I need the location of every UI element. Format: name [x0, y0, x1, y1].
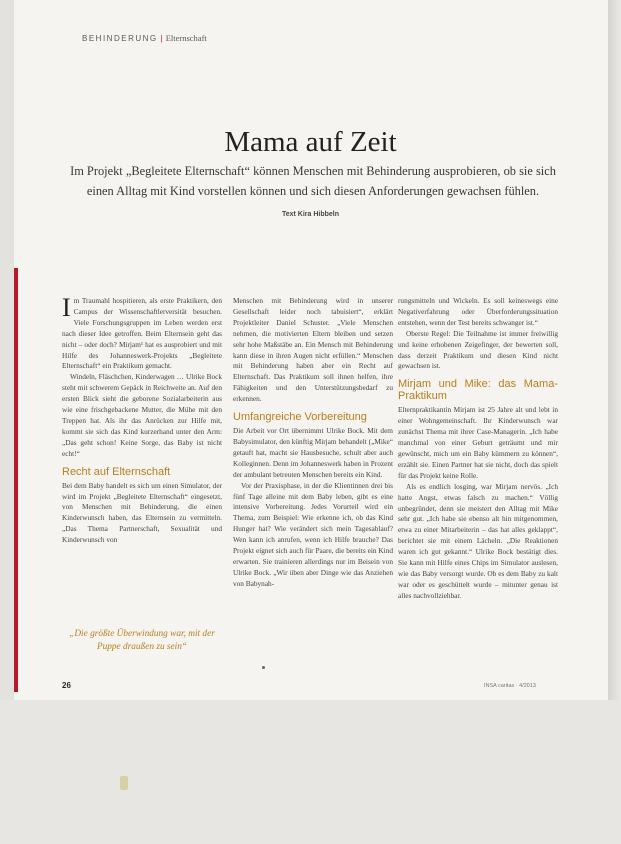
paragraph: Elternpraktikantin Mirjam ist 25 Jahre alt und lebt in einer Wohngemeinschaft. Ihr Kinderwunsch war zunächst Thema mit ihrer Case-Managerin. „Ich habe manchmal von einer Geburt geträumt und mir gewünscht, mich um ein Baby kümmern zu können“, erzählt sie. Einen Partner hat sie nicht, doch das spielt für das Projekt keine Rolle.	[398, 405, 558, 480]
scan-mark	[120, 776, 128, 790]
text-column-2	[233, 296, 393, 590]
section-header	[82, 33, 207, 43]
subheading: Mirjam und Mike: das Mama-Praktikum	[398, 378, 558, 403]
subheading: Umfangreiche Vorbereitung	[233, 411, 367, 424]
paragraph	[62, 293, 222, 372]
separator: |	[160, 34, 163, 43]
subsection-label: Elternschaft	[165, 33, 207, 43]
page-number: 26	[62, 681, 71, 690]
paragraph-text: m Traumahl hospitieren, als erste Praktikern, den Campus der Wissenschaftlerversität besuchen. Viele Forschungsgruppen im Leben werden erst nach dieser Idee getroffen. Beim Elternsein geht das nicht – oder doch? Mirjam¹ hat es ausprobiert und mit Hilfe des Johanneswerk-Projekts „Begleitete Elternschaft“ ein Praktikum gemacht.	[62, 296, 222, 371]
section-label: BEHINDERUNG	[82, 34, 158, 43]
paragraph: Bei dem Baby handelt es sich um einen Simulator, der wird im Projekt „Begleitete Elternschaft“ eingesetzt, von Menschen mit Behinderung, die einen Kinderwunsch haben, das Elternsein zu vermitteln. „Das Thema Partnerschaft, Sexualität und Kinderwunsch von	[62, 480, 222, 545]
magazine-footer: INSA caritas · 4/2013	[484, 683, 536, 689]
subheading: Recht auf Elternschaft	[62, 465, 171, 478]
scan-background	[0, 700, 621, 844]
article-lead: Im Projekt „Begleitete Elternschaft“ können Menschen mit Behinderung ausprobieren, ob sie sich einen Alltag mit Kind vorstellen können und sich diesen Anforderungen gewachsen fühlen.	[70, 164, 556, 198]
article-title: Mama auf Zeit	[224, 126, 397, 158]
text-column-3	[398, 296, 558, 602]
paragraph: Oberste Regel: Die Teilnahme ist immer freiwillig und keine erhobenen Zeigefinger, der bewerten soll, dass derzeit Praktikum und diesen Kind nicht gewachsen ist.	[398, 328, 558, 371]
pull-quote: „Die größte Überwindung war, mit der Puppe draußen zu sein“	[69, 629, 215, 652]
accent-bar	[14, 268, 18, 692]
paragraph: rungsmitteln und Wickeln. Es soll keineswegs eine Negativerfahrung oder Überforderungssituation entstehen, wenn der Test bereits schwanger ist.“	[398, 296, 558, 327]
paragraph: Windeln, Fläschchen, Kinderwagen … Ulrike Bock steht mit schwerem Gepäck in Reichweite an. Auf den ersten Blick sieht die geborene Sozialarbeiterin aus wie eine frischgebackene Mutter, die Mühe mit den Treppen hat. Als ihr das Anrücken zur Hilfe mit, kommt sie sich das Kind kurzerhand unter den Arm: „Das geht schon! Keine Sorge, das Baby ist nicht echt!“	[62, 372, 222, 458]
text-column-1	[62, 293, 222, 546]
paragraph: Menschen mit Behinderung wird in unserer Gesellschaft leider noch tabuisiert“, erklärt Projektleiter Daniel Schuster. „Viele Menschen nehmen, die motivierten Eltern bleiben und setzen sehr hohe Maßstäbe an. Ein Mensch mit Behinderung kann diese in ihren Augen nicht erfüllen.“ Menschen mit Behinderung haben aber ein Recht auf Elternschaft. Das Praktikum soll ihnen helfen, ihre Fähigkeiten und den Unterstützungsbedarf zu erkennen.	[233, 296, 393, 404]
ornament-dot	[262, 666, 265, 669]
paragraph: Als es endlich losging, war Mirjam nervös. „Ich hatte Angst, etwas falsch zu machen.“ Völlig unbegründet, denn sie meistert den Alltag mit Mike sehr gut. „Ich habe sie ebenso alt hin mitgenommen, etwa zu einer Mitarbeiterin – das hat alles geklappt“, berichtet sie mit einem Lächeln. „Die Reaktionen waren ich gut gekannt.“ Ulrike Bock bestätigt dies. Sie kann mit Hilfe eines Chips im Simulator auslesen, wie das Baby versorgt wurde. Ob es dem Baby zu kalt war oder es geschüttelt wurde – mitunter genau ist alles nachvollziehbar.	[398, 481, 558, 600]
byline: Text Kira Hibbeln	[281, 211, 340, 218]
paragraph: Vor der Praxisphase, in der die Klientinnen drei bis fünf Tage alleine mit dem Baby leben, gibt es eine intensive Vorbereitung. Jedes Vorurteil wird ein Thema, zum Beispiel: Wie erkenne ich, ob das Kind Hunger hat? Wie verändert sich mein Tagesablauf? Wen kann ich anrufen, wenn ich Hilfe brauche? Das Projekt eignet sich auch für Paare, die bereits ein Kind erwarten. Sie trainieren allerdings nur im Beisein von Ulrike Bock. „Wir üben aber Dinge wie das Anziehen von Babynah-	[233, 480, 393, 588]
drop-cap: I	[62, 293, 71, 322]
paragraph: Die Arbeit vor Ort übernimmt Ulrike Bock. Mit dem Babysimulator, den künftig Mirjam behandelt („Mike“ getauft hat, macht sie Hausbesuche, schult aber auch Kolleginnen. Denn im Johanneswerk haben in Prozent der ambulant betreuten Menschen bereits ein Kind.	[233, 426, 393, 479]
